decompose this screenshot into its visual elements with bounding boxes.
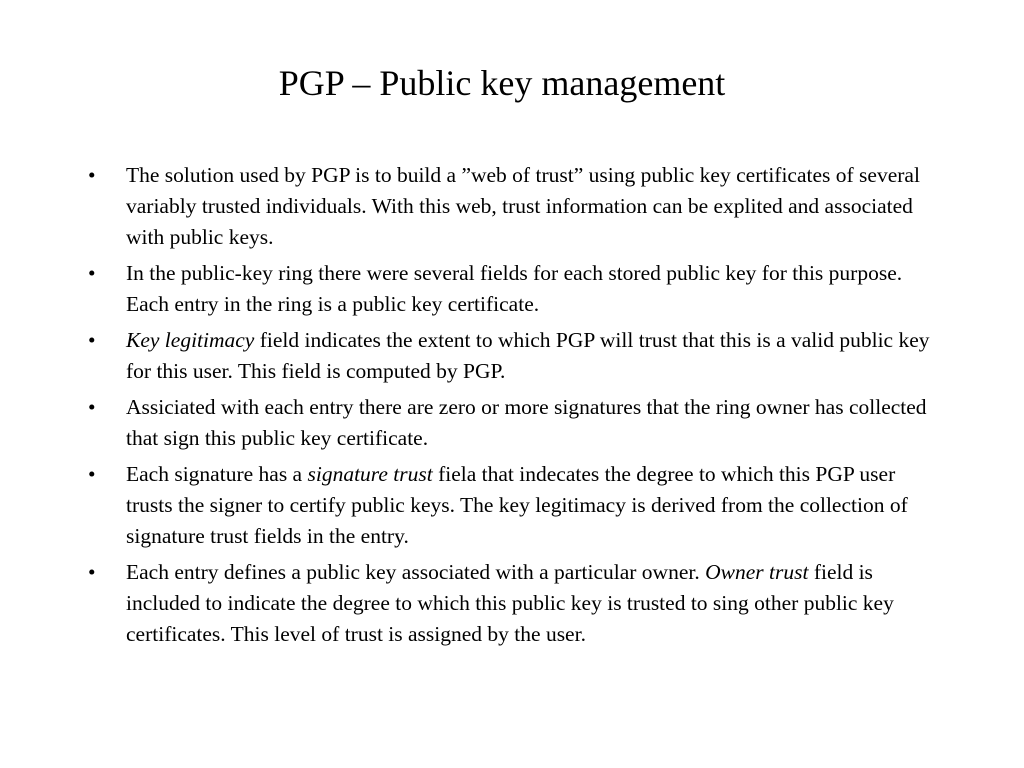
emphasis-term: Key legitimacy <box>126 328 255 352</box>
bullet-text: Assiciated with each entry there are zero or more signatures that the ring owner has collected that sign this public key certificate. <box>126 395 927 450</box>
slide-title: PGP – Public key management <box>278 63 726 103</box>
bullet-text: The solution used by PGP is to build a ”web of trust” using public key certificates of several variably trusted individuals. With this web, trust information can be explited and associated with public keys. <box>126 163 920 249</box>
bullet-text: fiela that indecates the degree to which this PGP user trusts the signer to certify public keys. The key legitimacy is derived from the collection of signature trust fields in the entry. <box>126 462 908 548</box>
bullet-text: Each entry defines a public key associated with a particular owner. <box>126 560 706 584</box>
bullet-marker: • <box>88 261 96 285</box>
bullet-marker: • <box>88 462 96 486</box>
bullet-item-6 <box>0 557 1024 650</box>
bullet-marker: • <box>88 560 96 584</box>
bullet-item-2 <box>0 258 1024 320</box>
bullet-text: field is included to indicate the degree to which this public key is trusted to sing other public key certificates. This level of trust is assigned by the user. <box>126 560 894 646</box>
bullet-marker: • <box>88 163 96 187</box>
bullet-item-1 <box>0 160 1024 253</box>
bullet-list <box>0 160 1024 655</box>
bullet-item-5 <box>0 459 1024 552</box>
bullet-text: field indicates the extent to which PGP will trust that this is a valid public key for this user. This field is computed by PGP. <box>126 328 930 383</box>
bullet-text: In the public-key ring there were several fields for each stored public key for this purpose. Each entry in the ring is a public key certificate. <box>126 261 903 316</box>
bullet-marker: • <box>88 328 96 352</box>
bullet-text: Each signature has a <box>126 462 308 486</box>
emphasis-term: signature trust <box>307 462 433 486</box>
bullet-marker: • <box>88 395 96 419</box>
emphasis-term: Owner trust <box>705 560 809 584</box>
bullet-item-4 <box>0 392 1024 454</box>
bullet-item-3 <box>0 325 1024 387</box>
